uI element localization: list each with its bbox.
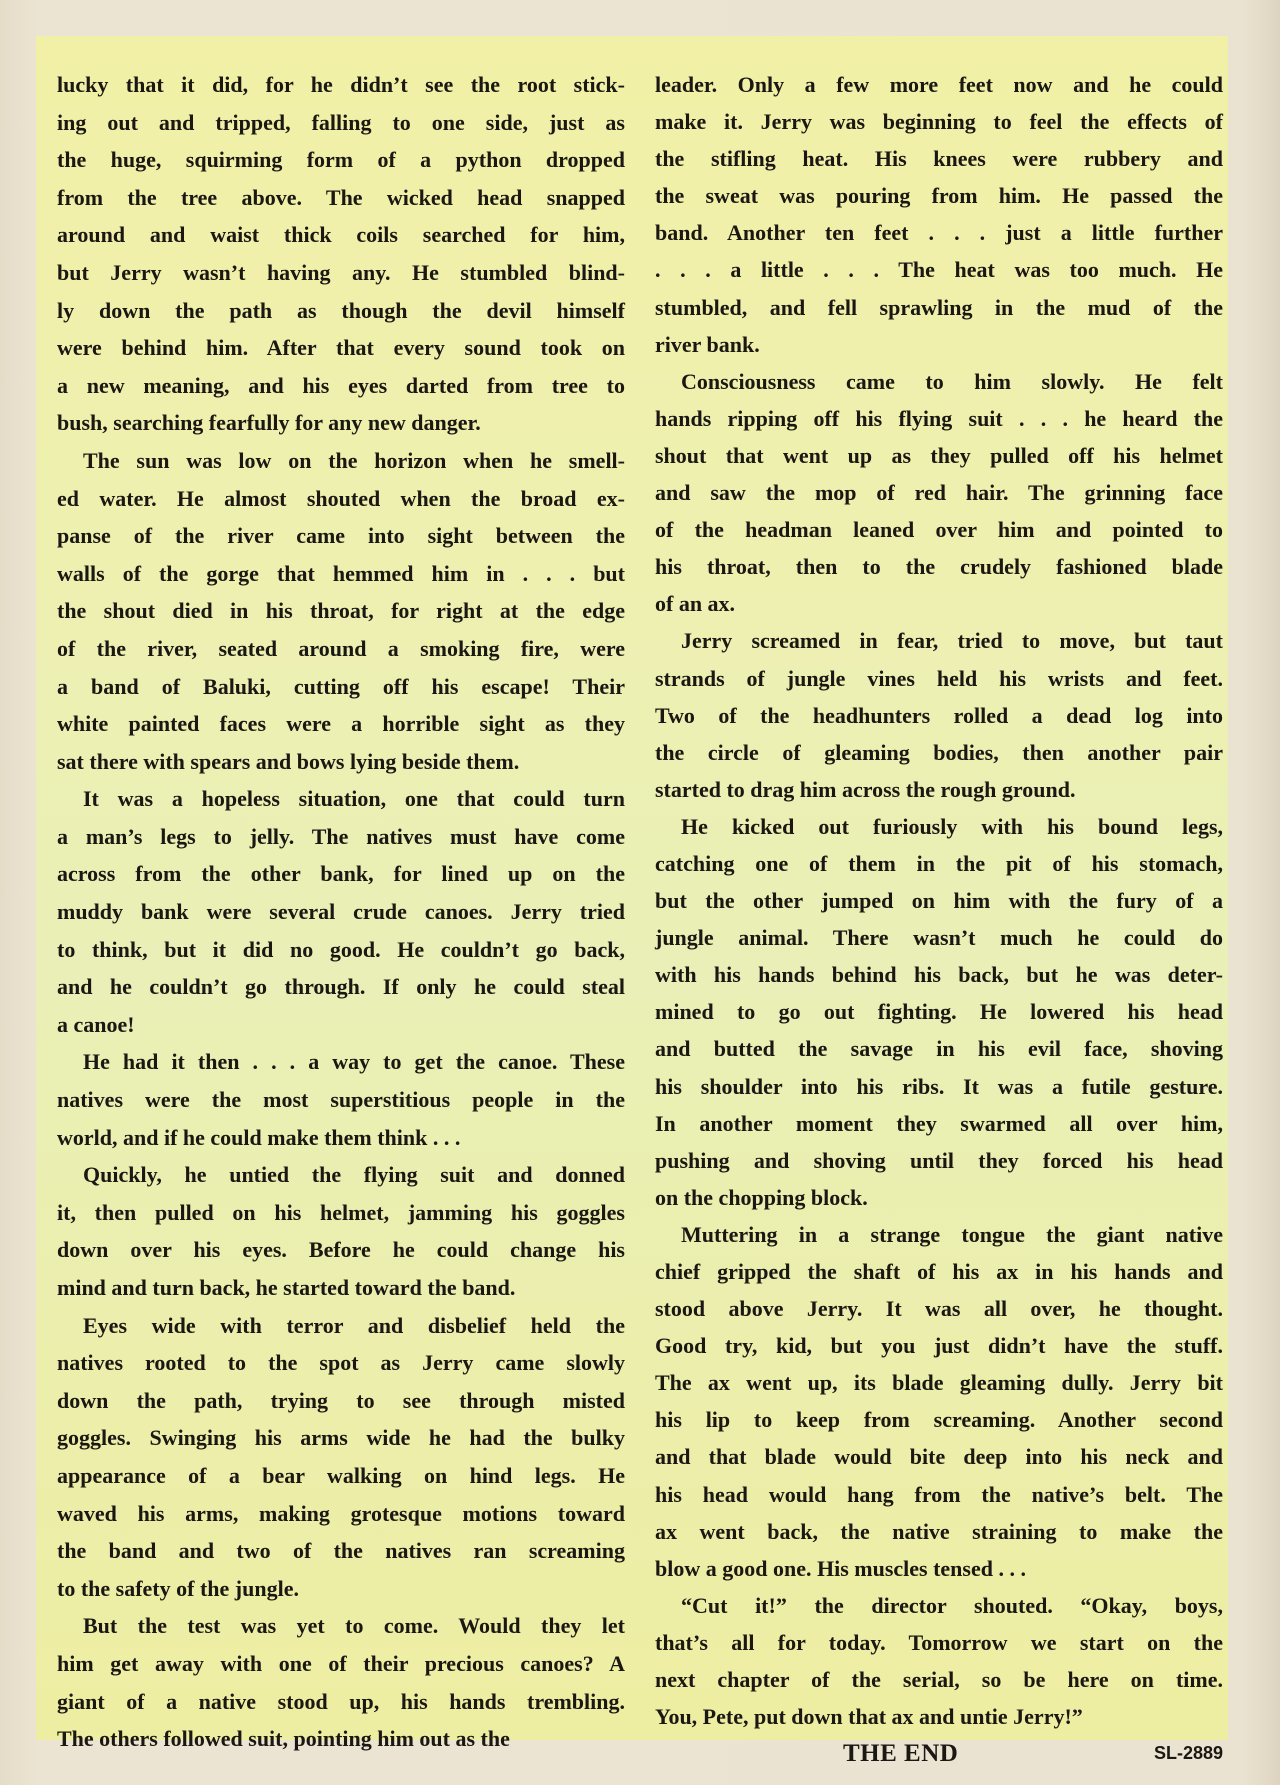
text-line: a band of Baluki, cutting off his escape! Their <box>57 673 625 699</box>
text-line: Muttering in a strange tongue the giant native <box>681 1221 1223 1247</box>
text-line: The ax went up, its blade gleaming dully. Jerry bit <box>655 1370 1223 1396</box>
text-line: his head would hang from the native’s belt. The <box>655 1481 1223 1507</box>
text-line: natives rooted to the spot as Jerry came slowly <box>57 1350 625 1376</box>
text-line: Eyes wide with terror and disbelief held the <box>83 1312 625 1338</box>
text-line: ing out and tripped, falling to one side, just as <box>57 109 625 135</box>
the-end-label: THE END <box>843 1740 959 1768</box>
text-line: catching one of them in the pit of his stomach, <box>655 850 1223 876</box>
paragraph <box>655 363 1223 623</box>
text-line: The sun was low on the horizon when he smell- <box>83 447 625 473</box>
text-line: the circle of gleaming bodies, then another pair <box>655 739 1223 765</box>
story-text-panel <box>36 36 1228 1768</box>
text-line: the band and two of the natives ran screaming <box>57 1538 625 1564</box>
text-line: Two of the headhunters rolled a dead log into <box>655 702 1223 728</box>
text-line: stood above Jerry. It was all over, he thought. <box>655 1296 1223 1322</box>
text-line: of the headman leaned over him and pointed to <box>655 517 1223 543</box>
text-line: around and waist thick coils searched for him, <box>57 222 625 248</box>
text-line: lucky that it did, for he didn’t see the root stick- <box>57 72 625 97</box>
text-line: that’s all for today. Tomorrow we start on the <box>655 1629 1223 1655</box>
text-line: sat there with spears and bows lying beside them. <box>57 748 520 774</box>
text-line: a man’s legs to jelly. The natives must have come <box>57 823 625 849</box>
text-line: He kicked out furiously with his bound legs, <box>681 813 1223 839</box>
paragraph <box>57 66 625 442</box>
paragraph <box>57 1607 625 1757</box>
text-line: stumbled, and fell sprawling in the mud of the <box>655 294 1223 320</box>
text-line: “Cut it!” the director shouted. “Okay, boys, <box>681 1592 1223 1618</box>
text-line: . . . a little . . . The heat was too much. He <box>655 257 1223 283</box>
text-line: In another moment they swarmed all over him, <box>655 1110 1223 1136</box>
text-line: on the chopping block. <box>655 1184 868 1210</box>
text-line: muddy bank were several crude canoes. Jerry tried <box>57 899 625 925</box>
page-code: SL-2889 <box>1153 1743 1223 1764</box>
text-line: a canoe! <box>57 1011 135 1037</box>
text-line: mind and turn back, he started toward the band. <box>57 1275 516 1300</box>
text-line: the huge, squirming form of a python dropped <box>57 147 625 173</box>
text-line: Quickly, he untied the flying suit and donned <box>83 1162 625 1188</box>
text-line: to the safety of the jungle. <box>57 1575 299 1601</box>
text-line: strands of jungle vines held his wrists and feet. <box>655 665 1223 691</box>
text-line: ax went back, the native straining to make the <box>655 1518 1223 1544</box>
text-line: but the other jumped on him with the fury of a <box>655 888 1223 914</box>
text-line: But the test was yet to come. Would they let <box>83 1613 625 1639</box>
text-line: white painted faces were a horrible sight as they <box>57 711 625 737</box>
paragraph <box>57 1043 625 1156</box>
text-line: It was a hopeless situation, one that could turn <box>83 786 625 812</box>
text-line: ed water. He almost shouted when the broad ex- <box>57 485 625 511</box>
text-line: his lip to keep from screaming. Another second <box>655 1407 1223 1433</box>
text-line: world, and if he could make them think . . . <box>57 1124 461 1150</box>
text-line: giant of a native stood up, his hands trembling. <box>57 1688 625 1714</box>
text-line: chief gripped the shaft of his ax in his hands and <box>655 1259 1223 1284</box>
paragraph <box>57 780 625 1043</box>
text-line: and he couldn’t go through. If only he could steal <box>57 974 625 1000</box>
text-line: the stifling heat. His knees were rubbery and <box>655 146 1223 172</box>
text-line: to think, but it did no good. He couldn’t go back, <box>57 936 625 962</box>
paragraph <box>655 1587 1223 1735</box>
text-line: down the path, trying to see through misted <box>57 1387 625 1413</box>
text-line: Consciousness came to him slowly. He felt <box>681 368 1223 394</box>
text-line: shout that went up as they pulled off his helmet <box>655 442 1223 468</box>
text-line: appearance of a bear walking on hind legs. He <box>57 1462 625 1488</box>
paragraph <box>655 808 1223 1216</box>
right-column <box>655 66 1223 1772</box>
text-line: natives were the most superstitious people in the <box>57 1087 625 1113</box>
text-line: down over his eyes. Before he could change his <box>57 1237 625 1263</box>
paragraph <box>655 1216 1223 1587</box>
text-line: but Jerry wasn’t having any. He stumbled blind- <box>57 259 625 285</box>
text-line: make it. Jerry was beginning to feel the effects of <box>655 109 1223 135</box>
text-line: a new meaning, and his eyes darted from tree to <box>57 372 625 398</box>
story-footer <box>655 1735 1223 1772</box>
text-line: pushing and shoving until they forced his head <box>655 1147 1223 1173</box>
text-line: panse of the river came into sight between the <box>57 523 625 549</box>
text-line: next chapter of the serial, so be here on time. <box>655 1667 1223 1693</box>
text-line: goggles. Swinging his arms wide he had the bulky <box>57 1425 625 1451</box>
text-line: bush, searching fearfully for any new danger. <box>57 410 481 436</box>
paragraph <box>57 1156 625 1306</box>
text-line: of the river, seated around a smoking fire, were <box>57 635 625 661</box>
text-line: from the tree above. The wicked head snapped <box>57 184 625 210</box>
text-line: started to drag him across the rough ground. <box>655 776 1076 802</box>
text-line: his throat, then to the crudely fashioned blade <box>655 554 1223 580</box>
text-line: were behind him. After that every sound took on <box>57 335 625 361</box>
text-line: ly down the path as though the devil himself <box>57 297 625 323</box>
text-line: waved his arms, making grotesque motions toward <box>57 1500 625 1526</box>
text-line: it, then pulled on his helmet, jamming his goggles <box>57 1199 625 1225</box>
paragraph <box>57 442 625 780</box>
text-line: and butted the savage in his evil face, shoving <box>655 1036 1223 1062</box>
text-line: across from the other bank, for lined up on the <box>57 861 625 887</box>
text-line: walls of the gorge that hemmed him in . . . but <box>57 560 625 586</box>
text-line: You, Pete, put down that ax and untie Jerry!” <box>655 1704 1083 1730</box>
paragraph <box>57 1307 625 1608</box>
text-line: He had it then . . . a way to get the canoe. These <box>83 1049 625 1075</box>
text-line: his shoulder into his ribs. It was a futile gesture. <box>655 1073 1223 1099</box>
text-line: band. Another ten feet . . . just a little further <box>655 220 1223 246</box>
text-line: the sweat was pouring from him. He passed the <box>655 183 1223 209</box>
text-line: with his hands behind his back, but he was deter- <box>655 962 1223 988</box>
text-line: mined to go out fighting. He lowered his head <box>655 999 1223 1025</box>
text-line: Good try, kid, but you just didn’t have the stuff. <box>655 1333 1223 1359</box>
text-line: of an ax. <box>655 591 736 617</box>
text-line: Jerry screamed in fear, tried to move, but taut <box>681 628 1223 654</box>
text-line: The others followed suit, pointing him out as the <box>57 1726 510 1752</box>
text-line: him get away with one of their precious canoes? A <box>57 1650 625 1676</box>
text-line: and that blade would bite deep into his neck and <box>655 1444 1223 1470</box>
text-line: the shout died in his throat, for right at the edge <box>57 598 625 624</box>
text-line: hands ripping off his flying suit . . . he heard the <box>655 405 1223 431</box>
text-line: leader. Only a few more feet now and he could <box>655 72 1223 97</box>
paragraph <box>655 622 1223 807</box>
text-line: blow a good one. His muscles tensed . . . <box>655 1555 1026 1581</box>
text-line: and saw the mop of red hair. The grinning face <box>655 480 1223 506</box>
text-line: jungle animal. There wasn’t much he could do <box>655 925 1223 951</box>
left-column <box>57 66 625 1758</box>
text-line: river bank. <box>655 331 760 357</box>
paragraph <box>655 66 1223 363</box>
